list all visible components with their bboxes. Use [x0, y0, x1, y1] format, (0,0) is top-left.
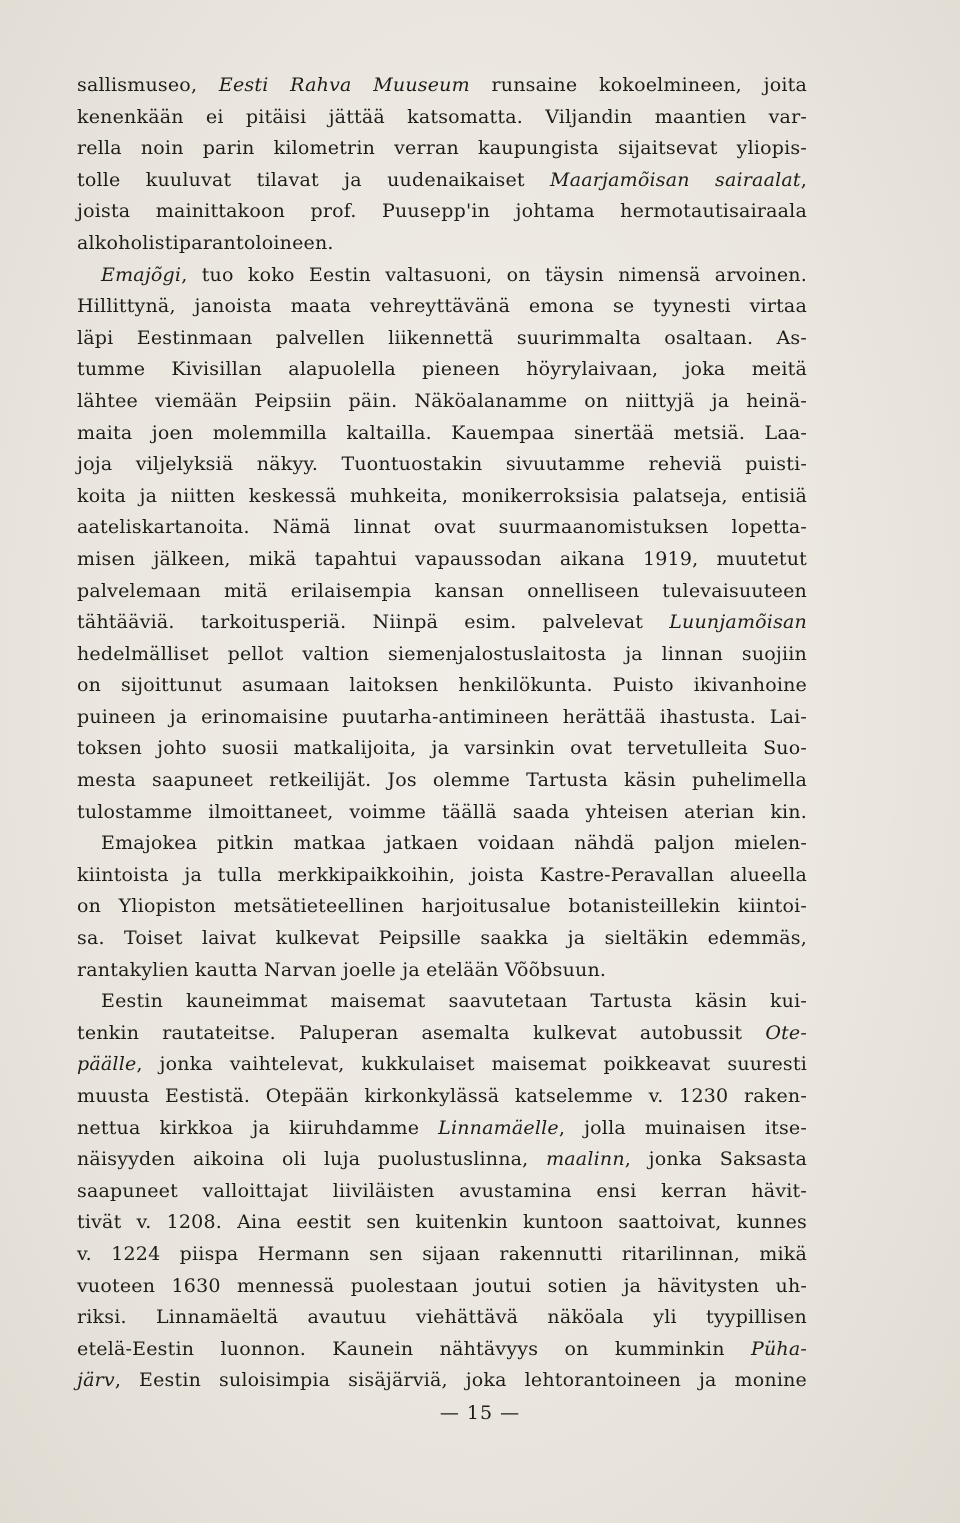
text-run: sallismuseo, [77, 74, 219, 96]
text-run: tenkin rautateitse. Paluperan asemalta kulkevat autobussit [77, 1021, 766, 1044]
text-line [77, 133, 807, 165]
text-run: puineen ja erinomaisine puutarha-antimineen herättää ihastusta. Lai- [77, 705, 807, 728]
text-run: Eestin kauneimmat maisemat saavutetaan Tartusta käsin kui- [101, 990, 807, 1013]
text-line [77, 1365, 807, 1397]
text-line [77, 955, 807, 987]
italic-text: maalinn [546, 1148, 625, 1171]
italic-text: Emajõgi [101, 263, 182, 286]
page-number: — 15 — [439, 1402, 521, 1424]
text-run: saapuneet valloittajat liiviläisten avustamina ensi kerran hävit- [77, 1179, 807, 1202]
text-run: , jonka Saksasta [624, 1148, 807, 1171]
text-run: toksen johto suosii matkalijoita, ja varsinkin ovat tervetulleita Suo- [77, 737, 807, 760]
text-line [77, 1144, 807, 1176]
text-line [77, 512, 807, 544]
text-run: runsaine kokoelmineen, joita [469, 74, 807, 96]
text-run: , jolla muinaisen itse- [558, 1116, 807, 1139]
text-line [77, 1113, 807, 1145]
text-run: läpi Eestinmaan palvellen liikennettä suurimmalta osaltaan. As- [77, 326, 807, 349]
text-run: koita ja niitten keskessä muhkeita, monikerroksisia palatseja, entisiä [77, 484, 807, 507]
text-line [77, 386, 807, 418]
text-line [77, 639, 807, 671]
text-line [77, 102, 807, 134]
text-line [77, 576, 807, 608]
text-run: Emajokea pitkin matkaa jatkaen voidaan nähdä paljon mielen- [101, 832, 807, 855]
text-line [77, 1049, 807, 1081]
italic-text: Ote- [765, 1021, 807, 1044]
text-line [77, 607, 807, 639]
text-line [77, 544, 807, 576]
text-run: palvelemaan mitä erilaisempia kansan onnelliseen tulevaisuuteen [77, 579, 807, 602]
text-run: , [800, 168, 807, 191]
text-run: , tuo koko Eestin valtasuoni, on täysin nimensä arvoinen. [181, 263, 807, 286]
text-run: maita joen molemmilla kaltailla. Kauempaa sinertää metsiä. Laa- [77, 421, 807, 444]
text-line [77, 891, 807, 923]
text-line [77, 1302, 807, 1334]
text-line [77, 765, 807, 797]
text-run: alkoholistiparantoloineen. [77, 231, 334, 254]
body-text [77, 70, 807, 1397]
text-run: joista mainittakoon prof. Puusepp'in johtama hermotautisairaala [77, 200, 807, 223]
text-run: misen jälkeen, mikä tapahtui vapaussodan aikana 1919, muutetut [77, 547, 807, 570]
text-line [77, 354, 807, 386]
text-run: Hillittynä, janoista maata vehreyttävänä emona se tyynesti virtaa [77, 295, 807, 318]
text-line [77, 449, 807, 481]
text-line [77, 323, 807, 355]
text-run: hedelmälliset pellot valtion siemenjalostuslaitosta ja linnan suojiin [77, 642, 807, 665]
text-run: mesta saapuneet retkeilijät. Jos olemme Tartusta käsin puhelimella [77, 769, 807, 792]
text-line [77, 1207, 807, 1239]
text-run: sa. Toiset laivat kulkevat Peipsille saakka ja sieltäkin edemmäs, [77, 927, 807, 950]
text-run: on Yliopiston metsätieteellinen harjoitusalue botanisteillekin kiintoi- [77, 895, 807, 918]
text-line [77, 228, 807, 260]
text-run: v. 1224 piispa Hermann sen sijaan rakennutti ritarilinnan, mikä [77, 1242, 807, 1265]
text-line [77, 1271, 807, 1303]
text-line [77, 1018, 807, 1050]
text-run: näisyyden aikoina oli luja puolustuslinna, [77, 1148, 547, 1171]
text-line [77, 70, 807, 102]
text-line [77, 733, 807, 765]
text-line [77, 1334, 807, 1366]
text-run: etelä-Eestin luonnon. Kaunein nähtävyys on kumminkin [77, 1337, 751, 1360]
text-run: tumme Kivisillan alapuolella pieneen höyrylaivaan, joka meitä [77, 358, 807, 381]
text-line [77, 860, 807, 892]
text-line [77, 260, 807, 292]
text-run: muusta Eestistä. Otepään kirkonkylässä katselemme v. 1230 raken- [77, 1085, 807, 1107]
italic-text: järv [77, 1369, 115, 1392]
text-run: kiintoista ja tulla merkkipaikkoihin, joista Kastre-Peravallan alueella [77, 863, 807, 886]
text-line [77, 923, 807, 955]
text-run: , jonka vaihtelevat, kukkulaiset maisemat poikkeavat suuresti [136, 1053, 807, 1076]
text-line [77, 1239, 807, 1271]
text-line [77, 481, 807, 513]
text-line [77, 196, 807, 228]
text-run: kenenkään ei pitäisi jättää katsomatta. Viljandin maantien var- [77, 105, 807, 128]
text-line [77, 828, 807, 860]
text-line [77, 702, 807, 734]
text-run: on sijoittunut asumaan laitoksen henkilökunta. Puisto ikivanhoine [77, 674, 807, 697]
italic-text: Linnamäelle [438, 1116, 559, 1139]
text-run: riksi. Linnamäeltä avautuu viehättävä näköala yli tyypillisen [77, 1306, 807, 1329]
text-run: tulostamme ilmoittaneet, voimme täällä saada yhteisen aterian kin. [77, 800, 807, 823]
text-line [77, 291, 807, 323]
text-run: tähtääviä. tarkoitusperiä. Niinpä esim. palvelevat [77, 611, 670, 634]
italic-text: Eesti Rahva Muuseum [218, 74, 470, 96]
text-run: joja viljelyksiä näkyy. Tuontuostakin sivuutamme reheviä puisti- [77, 453, 807, 476]
text-line [77, 1081, 807, 1113]
text-run: , Eestin suloisimpia sisäjärviä, joka lehtorantoineen ja monine [114, 1369, 807, 1392]
text-line [77, 165, 807, 197]
italic-text: Maarjamõisan sairaalat [550, 168, 801, 191]
text-run: tolle kuuluvat tilavat ja uudenaikaiset [77, 168, 551, 191]
text-run: lähtee viemään Peipsiin päin. Näköalanamme on niittyjä ja heinä- [77, 389, 807, 412]
text-line [77, 986, 807, 1018]
text-line [77, 418, 807, 450]
italic-text: Luunjamõisan [669, 611, 807, 634]
text-run: nettua kirkkoa ja kiiruhdamme [77, 1116, 439, 1139]
italic-text: päälle [77, 1053, 137, 1076]
text-run: aateliskartanoita. Nämä linnat ovat suurmaanomistuksen lopetta- [77, 516, 807, 539]
text-run: rella noin parin kilometrin verran kaupungista sijaitsevat yliopis- [77, 137, 807, 160]
text-run: tivät v. 1208. Aina eestit sen kuitenkin kuntoon saattoivat, kunnes [77, 1211, 807, 1234]
text-run: rantakylien kautta Narvan joelle ja etelään Võõbsuun. [77, 958, 607, 981]
text-line [77, 1176, 807, 1208]
text-line [77, 797, 807, 829]
italic-text: Püha- [750, 1337, 807, 1360]
text-run: vuoteen 1630 mennessä puolestaan joutui sotien ja hävitysten uh- [77, 1274, 807, 1297]
text-line [77, 670, 807, 702]
